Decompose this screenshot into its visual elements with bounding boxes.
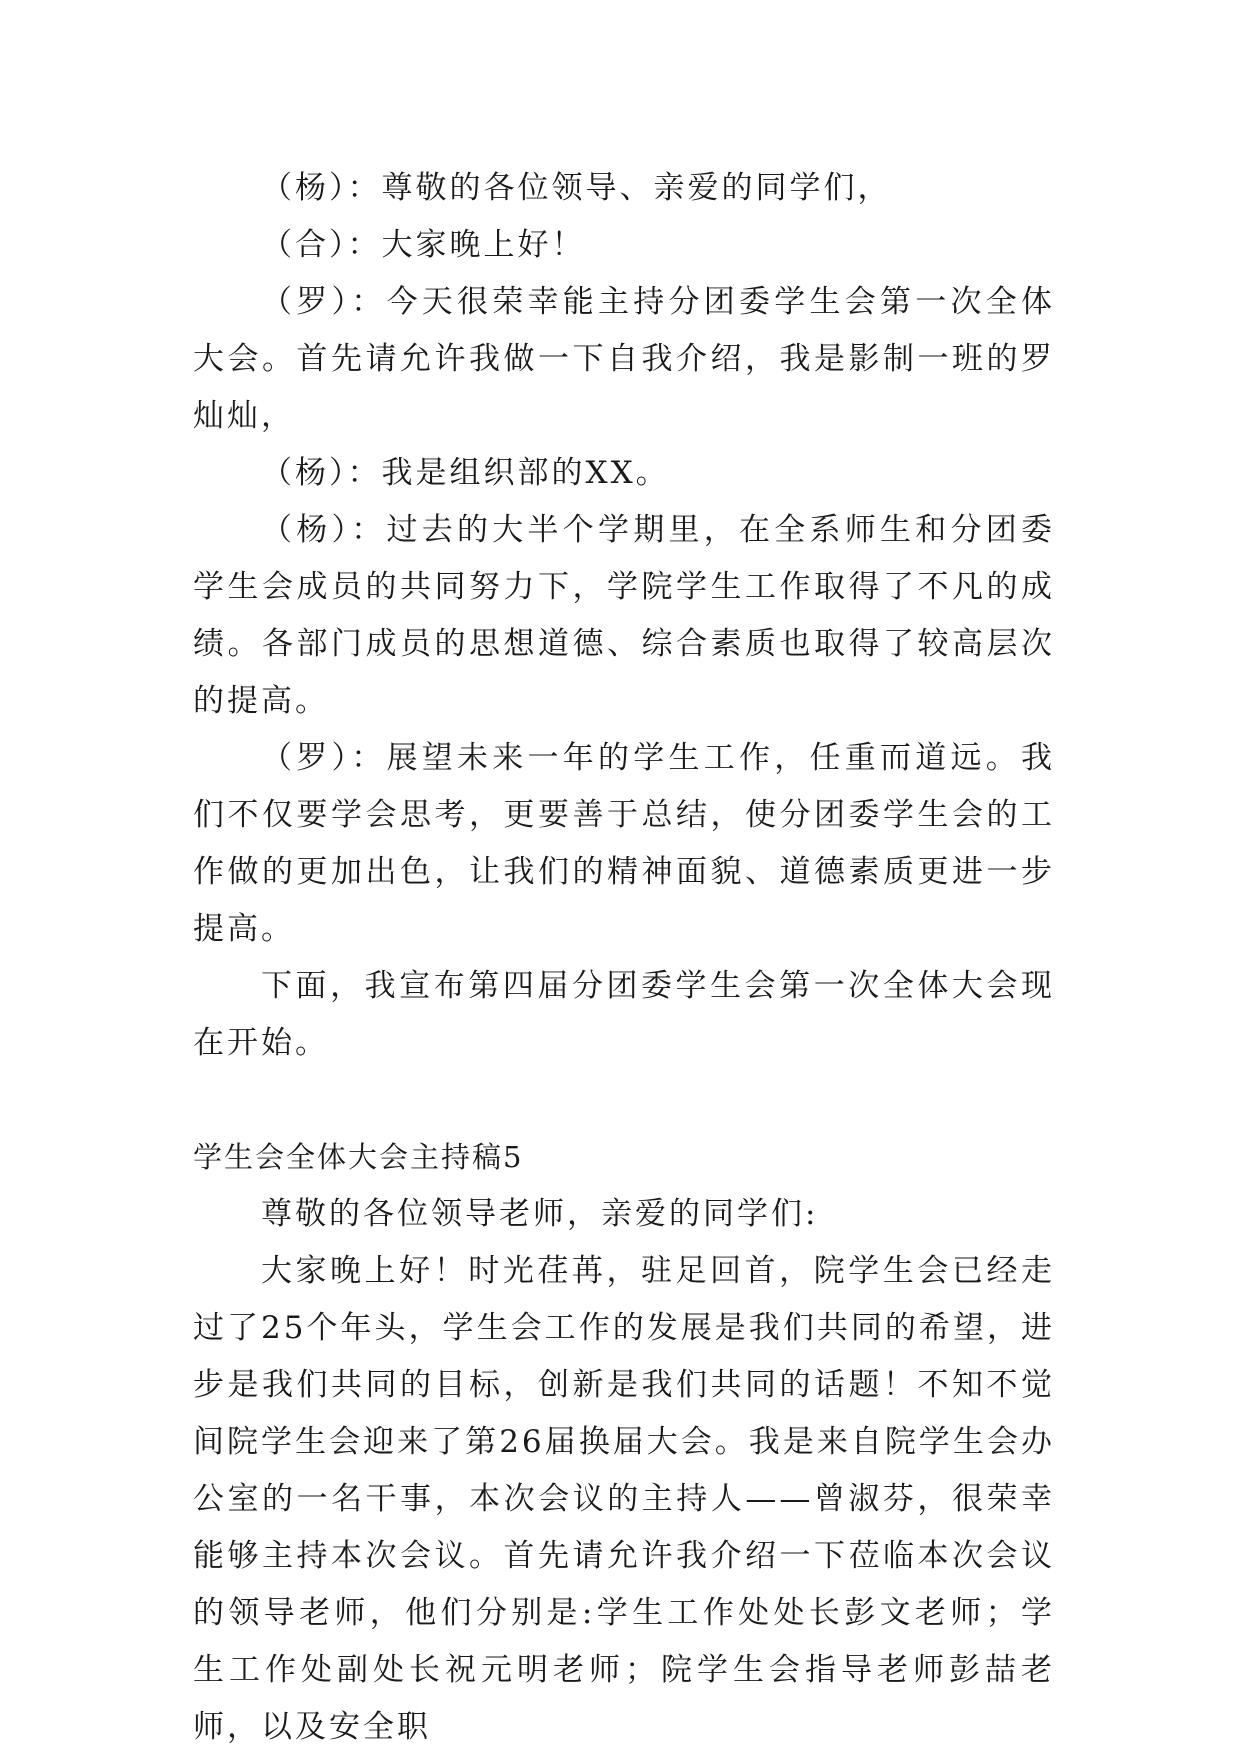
paragraph-salutation: 尊敬的各位领导老师，亲爱的同学们: [261, 1196, 819, 1232]
paragraph-yang-greeting: （杨）：尊敬的各位领导、亲爱的同学们， [261, 170, 892, 206]
paragraph-yang-review: （杨）：过去的大半个学期里，在全系师生和分团委学生会成员的共同努力下，学院学生工作取得了不凡的成绩。各部门成员的思想道德、综合素质也取得了较高层次的提高。 [193, 512, 1055, 719]
document-page [193, 160, 1055, 1756]
paragraph-luo-outlook: （罗）：展望未来一年的学生工作，任重而道远。我们不仅要学会思考，更要善于总结，使分团委学生会的工作做的更加出色，让我们的精神面貌、道德素质更进一步提高。 [193, 740, 1055, 947]
paragraph-together-greeting: （合）：大家晚上好！ [261, 227, 586, 263]
paragraph-luo-intro: （罗）：今天很荣幸能主持分团委学生会第一次全体大会。首先请允许我做一下自我介绍，我是影制一班的罗灿灿， [193, 284, 1055, 434]
paragraph-announcement: 下面，我宣布第四届分团委学生会第一次全体大会现在开始。 [193, 968, 1055, 1061]
section-heading: 学生会全体大会主持稿5 [193, 1140, 524, 1174]
paragraph-yang-intro: （杨）：我是组织部的XX。 [261, 455, 670, 491]
paragraph-opening-speech: 大家晚上好！时光荏苒，驻足回首，院学生会已经走过了25个年头，学生会工作的发展是我们共同的希望，进步是我们共同的目标，创新是我们共同的话题！不知不觉间院学生会迎来了第26届换届大会。我是来自院学生会办公室的一名干事，本次会议的主持人——曾淑芬，很荣幸能够主持本次会议。首先请允许我介绍一下莅临本次会议的领导老师，他们分别是:学生工作处处长彭文老师；学生工作处副处长祝元明老师；院学生会指导老师彭喆老师，以及安全职 [193, 1253, 1055, 1745]
